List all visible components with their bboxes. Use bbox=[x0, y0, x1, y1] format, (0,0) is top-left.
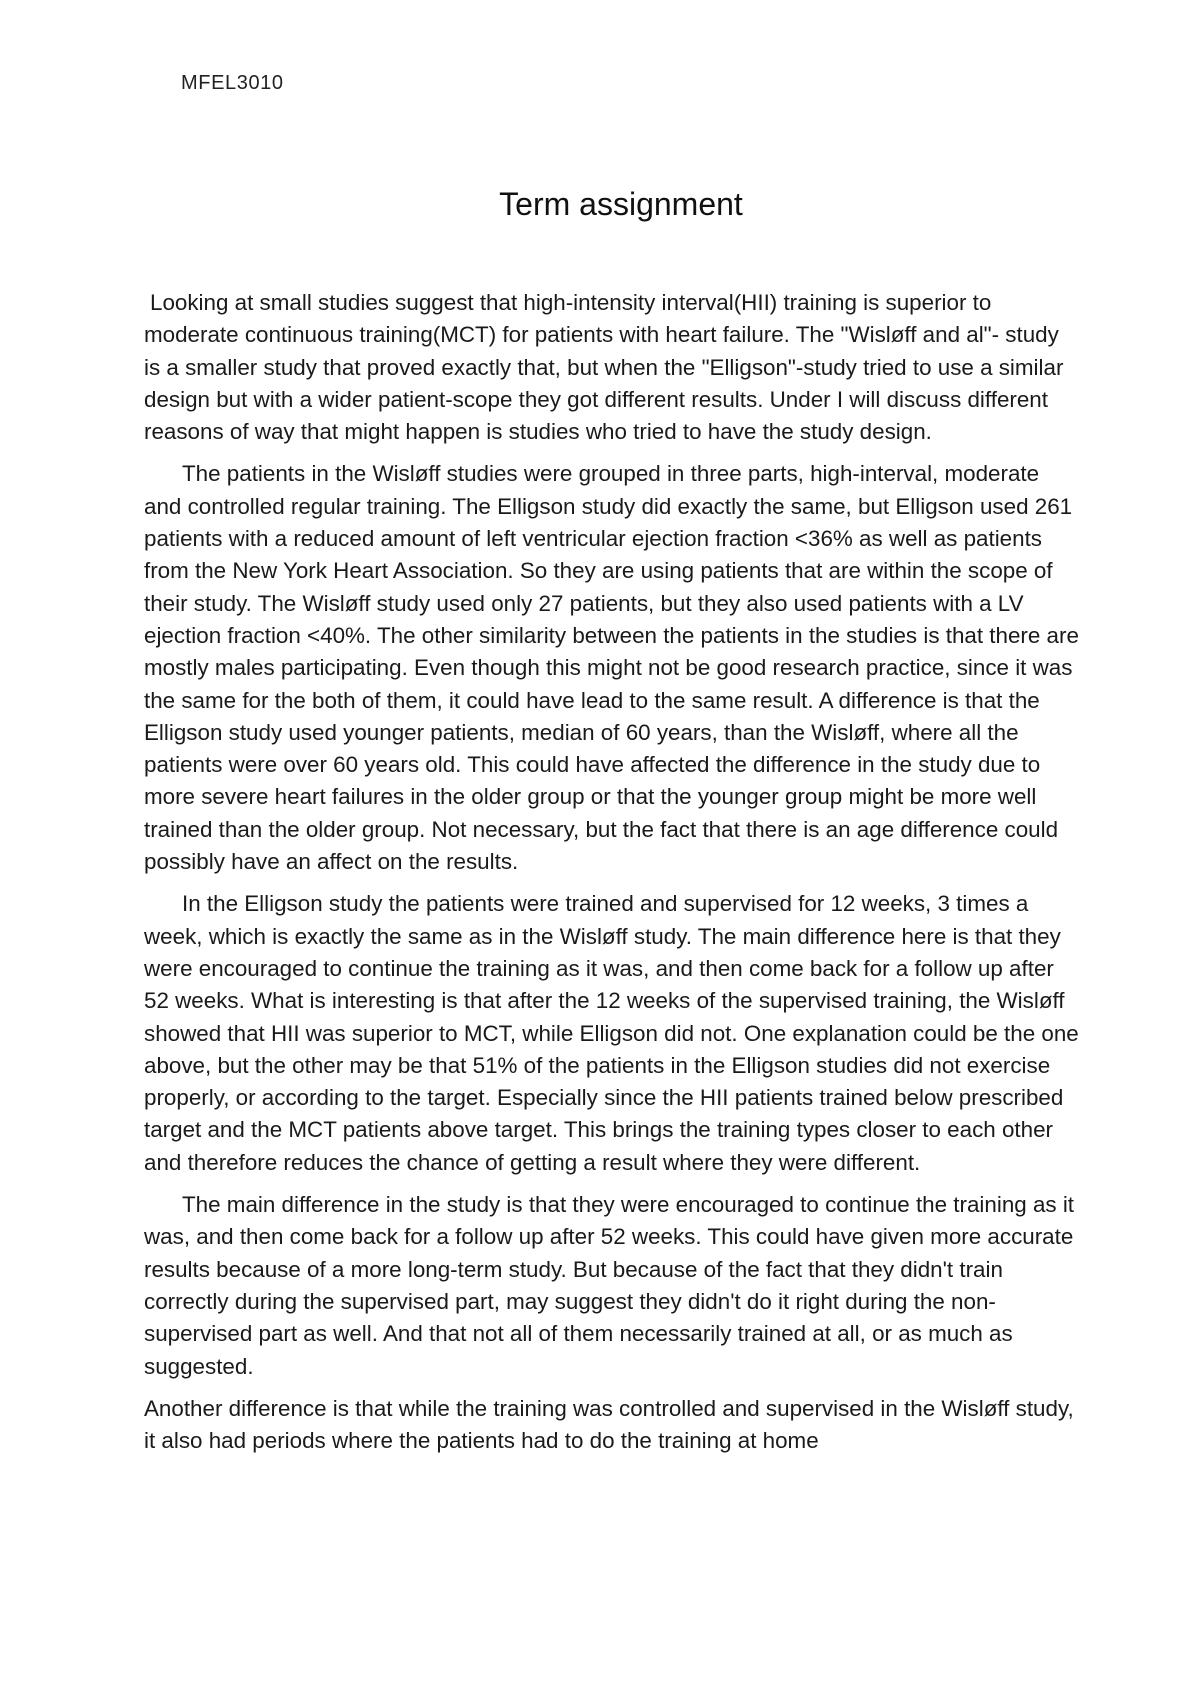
paragraph-supervision: Another difference is that while the training was controlled and supervised in the Wisløff study, it also had periods where the patients had to do the training at home bbox=[144, 1395, 1074, 1454]
paragraph-patients: The patients in the Wisløff studies were grouped in three parts, high-interval, moderate and controlled regular training. The Elligson study did exactly the same, but Elligson used 261 patients with a reduced amount of left ventricular ejection fraction <36% as well as patients from the New York Heart Association. So they are using patients that are within the scope of their study. The Wisløff study used only 27 patients, but they also used patients with a LV ejection fraction <40%. The other similarity between the patients in the studies is that there are mostly males participating. Even though this might not be good research practice, since it was the same for the both of them, it could have lead to the same result. A difference is that the Elligson study used younger patients, median of 60 years, than the Wisløff, where all the patients were over 60 years old. This could have affected the difference in the study due to more severe heart failures in the older group or that the younger group might be more well trained than the older group. Not necessary, but the fact that there is an age difference could possibly have an affect on the results. bbox=[144, 461, 1079, 875]
course-code: MFEL3010 bbox=[181, 72, 284, 94]
paragraph-intro: Looking at small studies suggest that high-intensity interval(HII) training is superior to moderate continuous training(MCT) for patients with heart failure. The "Wisløff and al"- study is a smaller study that proved exactly that, but when the "Elligson"-study tried to use a similar design but with a wider patient-scope they got different results. Under I will discuss different reasons of way that might happen is studies who tried to have the study design. bbox=[144, 290, 1064, 445]
document-title: Term assignment bbox=[499, 186, 743, 222]
document-body bbox=[144, 287, 1079, 1467]
paragraph-follow-up: The main difference in the study is that they were encouraged to continue the training as it was, and then come back for a follow up after 52 weeks. This could have given more accurate results because of a more long-term study. But because of the fact that they didn't train correctly during the supervised part, may suggest they didn't do it right during the non-supervised part as well. And that not all of them necessarily trained at all, or as much as suggested. bbox=[144, 1192, 1075, 1379]
paragraph-training: In the Elligson study the patients were trained and supervised for 12 weeks, 3 times a week, which is exactly the same as in the Wisløff study. The main difference here is that they were encouraged to continue the training as it was, and then come back for a follow up after 52 weeks. What is interesting is that after the 12 weeks of the supervised training, the Wisløff showed that HII was superior to MCT, while Elligson did not. One explanation could be the one above, but the other may be that 51% of the patients in the Elligson studies did not exercise properly, or according to the target. Especially since the HII patients trained below prescribed target and the MCT patients above target. This brings the training types closer to each other and therefore reduces the chance of getting a result where they were different. bbox=[144, 891, 1079, 1175]
